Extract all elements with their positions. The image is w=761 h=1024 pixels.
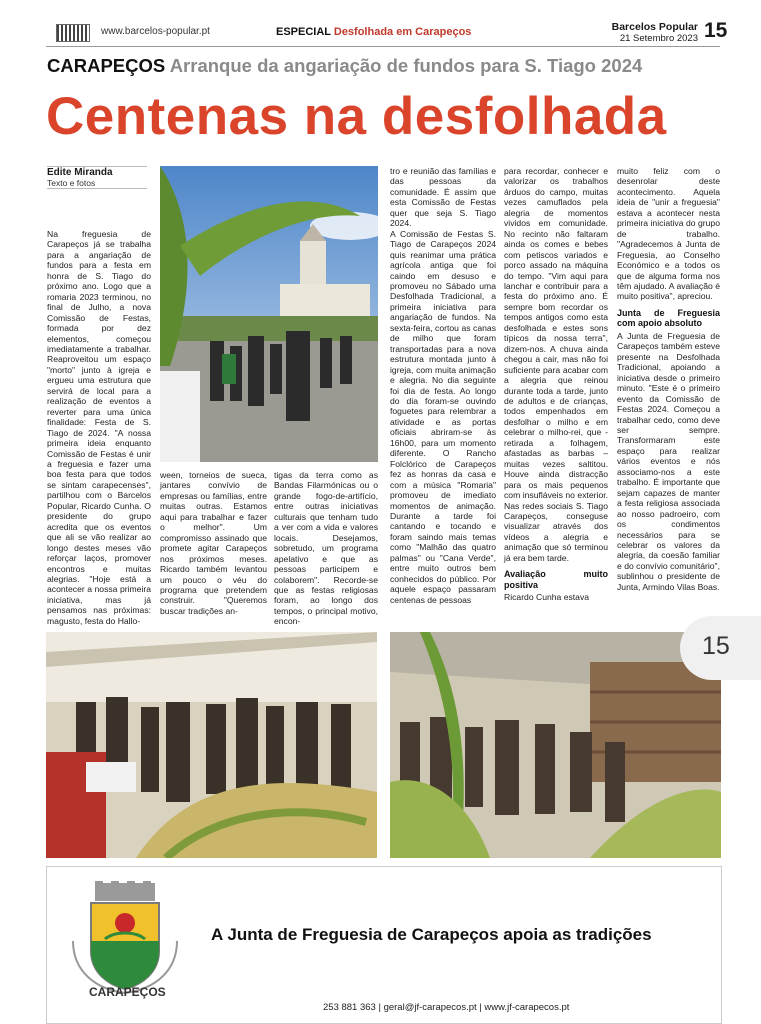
subhead-junta: Junta de Freguesia com apoio absoluto xyxy=(617,307,720,329)
article-column-5 xyxy=(504,166,608,609)
page-number: 15 xyxy=(704,19,728,42)
ad-contact: 253 881 363 | geral@jf-carapecos.pt | www.jf-carapecos.pt xyxy=(323,1002,570,1013)
column-5-text: para recordar, conhecer e valorizar os trabalhos árduos do campo, muitas vezes camuflados pela alegria de momentos vividos em comunidade. No recinto não faltaram ainda os comes e bebes com petiscos variados e porco assado na máquina do tempo. "Vim aqui para lanchar e contribuir para a festa do próximo ano. É sempre bom recordar os tempos antigos como esta desfolhada e estes sons típicos da nossa terra", dizem-nos. A chuva ainda chegou a cair, mas não foi suficiente para acabar com a alegria que reinou durante toda a tarde, junto de adultos e de crianças, todos empenhados em desfolhar o milho e em celebrar o milho-rei, que - retirada a folhagem, afastadas as barbas – muitas vezes saltitou. Houve ainda distracção para os mais pequenos com insufláveis no exterior. Nas redes sociais S. Tiago Carapeços, conseguse visualizar através dos vídeos a alegria e animação que só terminou já era bem tarde. xyxy=(504,166,608,563)
headline: Centenas na desfolhada xyxy=(46,87,667,146)
photo-desfolhada-right xyxy=(390,632,721,858)
kicker xyxy=(47,55,642,77)
paper-name: Barcelos Popular xyxy=(611,21,698,33)
byline xyxy=(47,166,147,189)
crest-label: CARAPEÇOS xyxy=(89,985,166,999)
article-column-2: ween, torneios de sueca, jantares convívio de empresas ou famílias, entre muitas outras. Estamos aqui para trabalhar e fazer o melhor". Um compromisso assinado que promete agitar Carapeços nos próximos meses. Ricardo também levantou um pouco o véu do programa que pretendem construir. "Queremos buscar tradições an- xyxy=(160,470,267,616)
section-kicker: ESPECIAL xyxy=(276,26,331,38)
author: Edite Miranda xyxy=(47,167,113,178)
parish-crest xyxy=(65,881,185,997)
column-5-tail: Ricardo Cunha estava xyxy=(504,592,590,603)
issue-date: 21 Setembro 2023 xyxy=(619,33,698,44)
photo-credit: Texto e fotos xyxy=(47,178,96,188)
section-label xyxy=(276,26,471,38)
column-6-text-b: A Junta de Freguesia de Carapeços também esteve presente na Desfolhada Tradicional, apoiando a iniciativa desde o primeiro minuto. "Este é o primeiro evento da Comissão de Festas 2024. Começou a trabalhar cedo, como deve ser sempre. Transformaram este espaço para realizar vários eventos e nós associamo-nos a este trabalho. É importante que sejam capazes de manter a festa religiosa associada ao nosso padroeiro, com os condimentos necessários para se celebrar os valores da alegria, da coesão familiar e do convívio comunitário", sublinhou o presidente de Junta, Armindo Vilas Boas. xyxy=(617,330,720,592)
column-6-text: muito feliz com o desenrolar deste acontecimento. Aquela ideia de "unir a freguesia" estava a acontecer nesta primeira iniciativa do grupo de trabalho. "Agradecemos à Junta de Freguesia, ao Conselho Económico e a todos os que de alguma forma nos têm ajudado. A avaliação é muito positiva", apreciou. xyxy=(617,166,720,302)
kicker-text: Arranque da angariação de fundos para S. Tiago 2024 xyxy=(169,55,643,76)
main-photo xyxy=(160,166,378,462)
kicker-place: CARAPEÇOS xyxy=(47,55,166,76)
article-column-3: tigas da terra como as Bandas Filarmónicas ou o grande fogo-de-artifício, entre outras iniciativas culturais que tenham tudo a ver com a vida e valores locais. Desejamos, sobretudo, um programa apelativo e que as pessoas participem e colaborem". Recorde-se que as festas religiosas foram, ao longo dos tempos, o principal motivo, encon- xyxy=(274,470,378,627)
photo-desfolhada-left xyxy=(46,632,377,858)
ad-title: A Junta de Freguesia de Carapeços apoia as tradições xyxy=(211,925,652,944)
advertisement xyxy=(46,866,722,1024)
article-column-4: tro e reunião das famílias e das pessoas da comunidade. É assim que esta Comissão de Festas quer que seja S. Tiago 2024. A Comissão de Festas S. Tiago de Carapeços 2024 quis reanimar uma prática agrícola antiga que foi caindo em desuso e promoveu no Sábado uma Desfolhada Tradicional, a primeira iniciativa para angariação de fundos. Na sexta-feira, cortou as canas de milho que foram transportadas para a nova estrutura montada junto à igreja, com muita animação e alegria. No dia seguinte foi dia de festa. Ao longo do dia foram-se ouvindo foguetes para relembrar a atividade e as portas oficiais abriram-se às 16h00, para um momento diferente. O Rancho Folclórico de Carapeços fez as honras da casa e com a música "Romaria" promoveu de imediato momentos de animação. Durante a tarde foi cantando e tocando e foram saindo mais temas como "Malhão das quatro palmas" ou "Cana Verde", entre muito outros bem conhecidos do público. Por aquele espaço passaram centenas de pessoas xyxy=(390,166,496,605)
subhead-evaluation: Avaliação muito positiva xyxy=(504,569,608,590)
article-column-6 xyxy=(617,166,720,598)
site-url: www.barcelos-popular.pt xyxy=(101,26,210,37)
page-number-tab xyxy=(680,616,761,680)
newspaper-logo xyxy=(56,24,90,42)
article-column-1: Na freguesia de Carapeços já se trabalha para a angariação de fundos para a festa em honra de S. Tiago do próximo ano. Logo que a romaria 2023 terminou, no final de Julho, a nova Comissão de Festas, formada por dez elementos, começou imediatamente a trabalhar. Reaproveitou um espaço "morto" junto à igreja e ergueu uma estrutura que servirá de local para a realização de eventos a reverter para uma única finalidade: Festa de S. Tiago de 2024. "A nossa primeira ideia enquanto Comissão de Festas é unir a freguesia e fazer uma boa festa para que todos se sintam carapecenses", partilhou com o Barcelos Popular, Ricardo Cunha. O presidente do grupo acredita que os eventos que ali se vão realizar ao longo destes meses vão reforçar laços, promover encontros e muitas alegrias. "Hoje está a acontecer a nossa primeira iniciativa, mas já pensamos nas próximas: magusto, festa do Hallo- xyxy=(47,229,151,626)
page-header xyxy=(46,19,728,47)
section-title: Desfolhada em Carapeços xyxy=(333,26,472,38)
page-tab-number: 15 xyxy=(702,632,730,660)
